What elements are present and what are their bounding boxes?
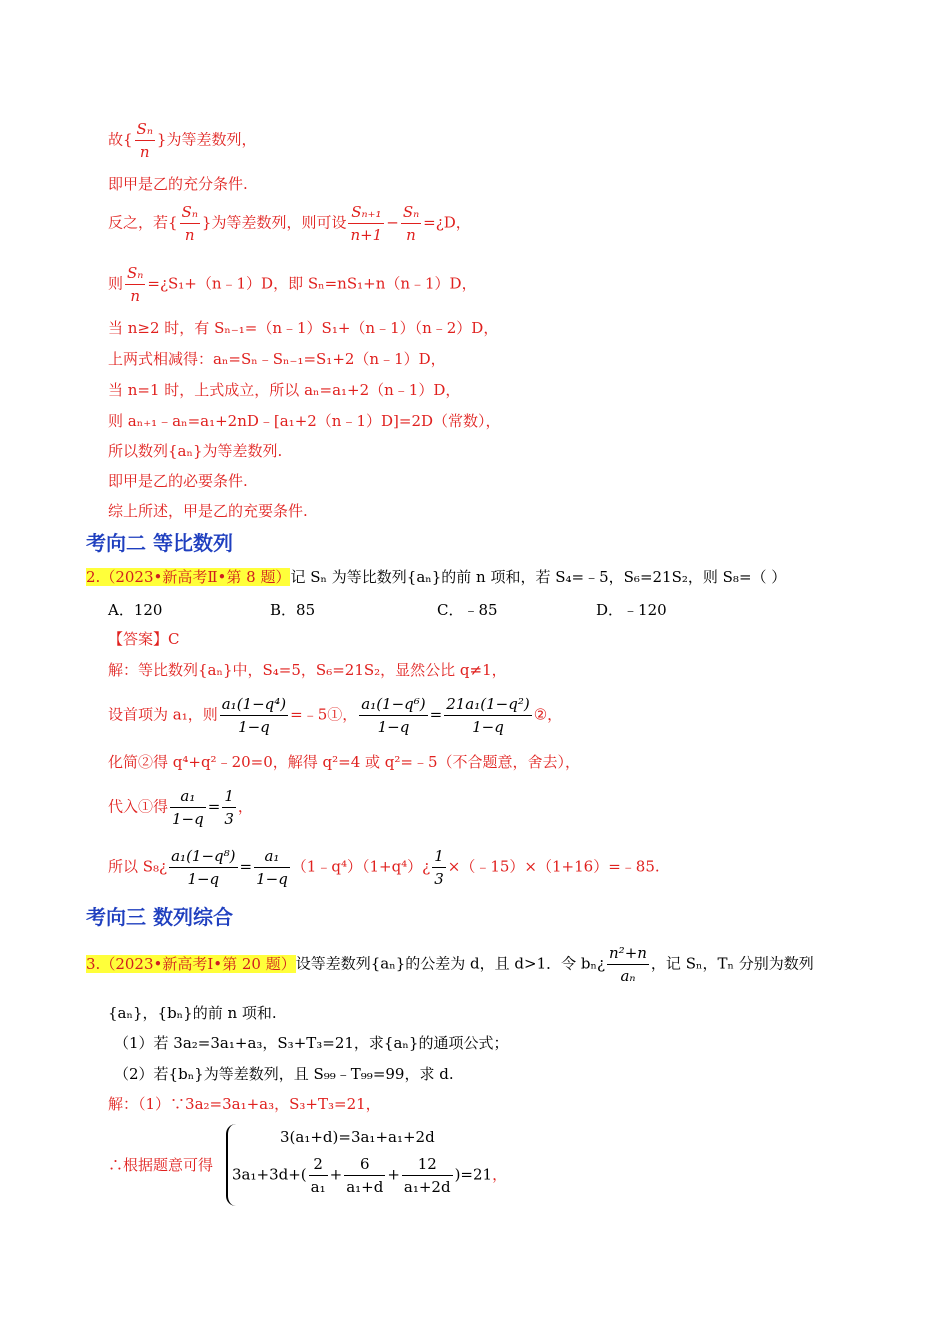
text: =﹣5①， bbox=[290, 705, 358, 724]
solution-line bbox=[108, 262, 477, 307]
solution-line: 当 n=1 时，上式成立，所以 aₙ=a₁+2（n﹣1）D， bbox=[108, 381, 461, 399]
operator: − bbox=[386, 213, 399, 232]
solution-line: 综上所述，甲是乙的充要条件. bbox=[108, 502, 308, 520]
problem-stem bbox=[86, 942, 814, 987]
system-equation-1: 3(a₁+d)=3a₁+a₁+2d bbox=[280, 1128, 435, 1146]
numerator: a₁ bbox=[254, 845, 290, 868]
solution-line: 上两式相减得：aₙ=Sₙ﹣Sₙ₋₁=S₁+2（n﹣1）D， bbox=[108, 350, 446, 368]
denominator: n bbox=[184, 226, 195, 244]
fraction bbox=[344, 1153, 385, 1198]
solution-line: 则 aₙ₊₁﹣aₙ=a₁+2nD﹣[a₁+2（n﹣1）D]=2D（常数）， bbox=[108, 412, 501, 430]
solution-line bbox=[108, 118, 256, 163]
numerator: 21a₁(1−q²) bbox=[444, 693, 531, 716]
sub-question-1: （1）若 3a₂=3a₁+a₃，S₃+T₃=21，求{aₙ}的通项公式； bbox=[114, 1034, 509, 1052]
solution-line: 解：等比数列{aₙ}中，S₄=5，S₆=21S₂，显然公比 q≠1， bbox=[108, 661, 507, 679]
problem-stem bbox=[86, 567, 786, 587]
option-a[interactable]: A．120 bbox=[108, 601, 163, 619]
denominator: 1−q bbox=[472, 718, 504, 736]
solution-line: 即甲是乙的充分条件. bbox=[108, 175, 248, 193]
fraction bbox=[125, 262, 145, 307]
text: 代入①得 bbox=[108, 797, 169, 816]
denominator: n bbox=[139, 143, 150, 161]
solution-line: 当 n≥2 时，有 Sₙ₋₁=（n﹣1）S₁+（n﹣1）（n﹣2）D， bbox=[108, 319, 499, 337]
text: ②， bbox=[533, 705, 563, 724]
solution-line bbox=[108, 693, 562, 738]
section-heading: 考向二 等比数列 bbox=[86, 531, 233, 555]
problem-text: 设等差数列{aₙ}的公差为 d，且 d>1．令 bₙ¿ bbox=[295, 954, 606, 973]
fraction bbox=[309, 1153, 328, 1198]
numerator: 1 bbox=[222, 785, 236, 808]
operator: + bbox=[329, 1165, 343, 1184]
fraction bbox=[135, 118, 155, 163]
fraction bbox=[222, 785, 236, 830]
fraction bbox=[348, 201, 384, 246]
text: ， bbox=[492, 1165, 508, 1184]
operator: = bbox=[207, 797, 221, 816]
source-tag: （2023•新高考Ⅰ•第 20 题） bbox=[100, 954, 296, 973]
text: 所以 S₈¿ bbox=[108, 857, 168, 876]
fraction bbox=[401, 201, 421, 246]
text: ×（﹣15）×（1+16）=﹣85. bbox=[447, 857, 660, 876]
solution-line: ∴根据题意可得 bbox=[108, 1156, 214, 1174]
denominator: a₁+d bbox=[346, 1178, 384, 1196]
text: 设首项为 a₁，则 bbox=[108, 705, 218, 724]
solution-line: 解：（1）∵3a₂=3a₁+a₃，S₃+T₃=21， bbox=[108, 1095, 381, 1113]
fraction bbox=[432, 845, 446, 890]
text: （1﹣q⁴）（1+q⁴）¿ bbox=[291, 857, 431, 876]
option-c[interactable]: C．﹣85 bbox=[437, 601, 498, 619]
numerator: a₁(1−q⁴) bbox=[220, 693, 288, 716]
problem-number: 2. bbox=[86, 568, 101, 586]
option-d[interactable]: D．﹣120 bbox=[596, 601, 667, 619]
solution-line: 所以数列{aₙ}为等差数列. bbox=[108, 442, 283, 460]
problem-number: 3. bbox=[86, 954, 101, 973]
fraction bbox=[254, 845, 290, 890]
denominator: n bbox=[130, 287, 141, 305]
answer-label: 【答案】C bbox=[108, 630, 180, 648]
numerator: a₁(1−q⁶) bbox=[359, 693, 427, 716]
denominator: 3 bbox=[434, 870, 444, 888]
problem-text: 记 Sₙ 为等比数列{aₙ}的前 n 项和，若 S₄=﹣5，S₆=21S₂，则 S₈=（ ） bbox=[290, 568, 787, 586]
denominator: a₁ bbox=[310, 1178, 326, 1196]
option-b[interactable]: B．85 bbox=[270, 601, 316, 619]
numerator: Sₙ bbox=[125, 262, 145, 285]
text: )=21 bbox=[454, 1165, 493, 1184]
text: =¿D， bbox=[423, 213, 471, 232]
text: }为等差数列， bbox=[156, 130, 257, 149]
denominator: aₙ bbox=[620, 967, 636, 985]
text: ， bbox=[237, 797, 253, 816]
numerator: 2 bbox=[309, 1153, 328, 1176]
numerator: 12 bbox=[402, 1153, 453, 1176]
text: 反之，若{ bbox=[108, 213, 178, 232]
numerator: Sₙ bbox=[135, 118, 155, 141]
solution-line bbox=[108, 785, 253, 830]
denominator: 1−q bbox=[172, 810, 204, 828]
numerator: a₁(1−q⁸) bbox=[169, 845, 237, 868]
denominator: 1−q bbox=[256, 870, 288, 888]
numerator: Sₙ bbox=[401, 201, 421, 224]
text: 则 bbox=[108, 274, 124, 293]
solution-line: 化简②得 q⁴+q²﹣20=0，解得 q²=4 或 q²=﹣5（不合题意，舍去）， bbox=[108, 753, 581, 771]
denominator: 1−q bbox=[187, 870, 220, 888]
section-heading: 考向三 数列综合 bbox=[86, 905, 233, 929]
denominator: 1−q bbox=[238, 718, 270, 736]
numerator: Sₙ₊₁ bbox=[348, 201, 384, 224]
fraction bbox=[402, 1153, 453, 1198]
problem-text: {aₙ}，{bₙ}的前 n 项和. bbox=[108, 1004, 277, 1022]
solution-line: 即甲是乙的必要条件. bbox=[108, 472, 248, 490]
text: 故{ bbox=[108, 130, 133, 149]
operator: = bbox=[429, 705, 443, 724]
numerator: n²+n bbox=[607, 942, 649, 965]
denominator: 1−q bbox=[377, 718, 410, 736]
numerator: Sₙ bbox=[180, 201, 200, 224]
fraction bbox=[220, 693, 288, 738]
fraction bbox=[169, 845, 237, 890]
denominator: n bbox=[406, 226, 416, 244]
problem-text: ，记 Sₙ，Tₙ 分别为数列 bbox=[650, 954, 814, 973]
numerator: 1 bbox=[432, 845, 446, 868]
source-tag: （2023•新高考Ⅱ•第 8 题） bbox=[100, 568, 291, 586]
fraction bbox=[170, 785, 206, 830]
text: =¿S₁+（n﹣1）D，即 Sₙ=nS₁+n（n﹣1）D， bbox=[147, 274, 477, 293]
operator: + bbox=[387, 1165, 400, 1184]
denominator: 3 bbox=[224, 810, 234, 828]
denominator: a₁+2d bbox=[403, 1178, 451, 1196]
operator: = bbox=[239, 857, 253, 876]
system-equation-2 bbox=[232, 1153, 507, 1198]
denominator: n+1 bbox=[350, 226, 383, 244]
fraction bbox=[359, 693, 427, 738]
fraction bbox=[180, 201, 200, 246]
text: 3a₁+3d+( bbox=[232, 1165, 307, 1184]
solution-line bbox=[108, 201, 471, 246]
fraction bbox=[607, 942, 649, 987]
text: }为等差数列，则可设 bbox=[201, 213, 347, 232]
sub-question-2: （2）若{bₙ}为等差数列，且 S₉₉﹣T₉₉=99，求 d. bbox=[114, 1065, 454, 1083]
fraction bbox=[444, 693, 531, 738]
numerator: 6 bbox=[344, 1153, 385, 1176]
solution-line bbox=[108, 845, 660, 890]
numerator: a₁ bbox=[170, 785, 206, 808]
